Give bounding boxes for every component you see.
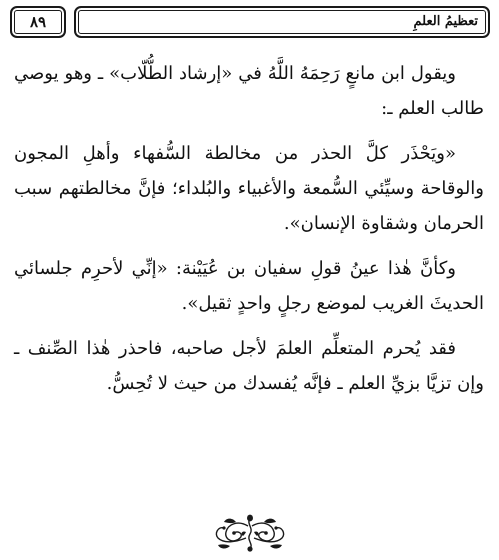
page-number: ٨٩ [29, 13, 47, 31]
page-number-frame [10, 6, 66, 38]
floral-ornament-icon [212, 514, 288, 552]
body-text [14, 56, 484, 411]
page-header [10, 6, 490, 40]
paragraph-3: وكأنَّ هٰذا عينُ قولِ سفيان بن عُيَيْنة: «إنِّي لأحرِم جلسائي الحديثَ الغريب لموضع رجلٍ واحدٍ ثقيل». [14, 258, 484, 314]
paragraph-1: ويقول ابن مانعٍ رَحِمَهُ اللَّهُ في «إرشاد الطُّلّاب» ـ وهو يوصي طالب العلم ـ: [14, 63, 484, 119]
paragraph-2: «ويَحْذَر كلَّ الحذر من مخالطة السُّفهاء وأهلِ المجون والوقاحة وسيِّئي السُّمعة والأغبياء والبُلداء؛ فإنَّ مخالطتهم سبب الحرمان وشقاوة الإنسان». [14, 143, 484, 234]
paragraph-4: فقد يُحرم المتعلِّم العلمَ لأجل صاحبه، فاحذر هٰذا الصِّنف ـ وإن تزيَّا بزيِّ العلم ـ فإنَّه يُفسدك من حيث لا تُحِسُّ. [14, 338, 484, 394]
running-title-frame [74, 6, 490, 38]
running-title: تعظيمُ العلمِ [413, 14, 478, 29]
